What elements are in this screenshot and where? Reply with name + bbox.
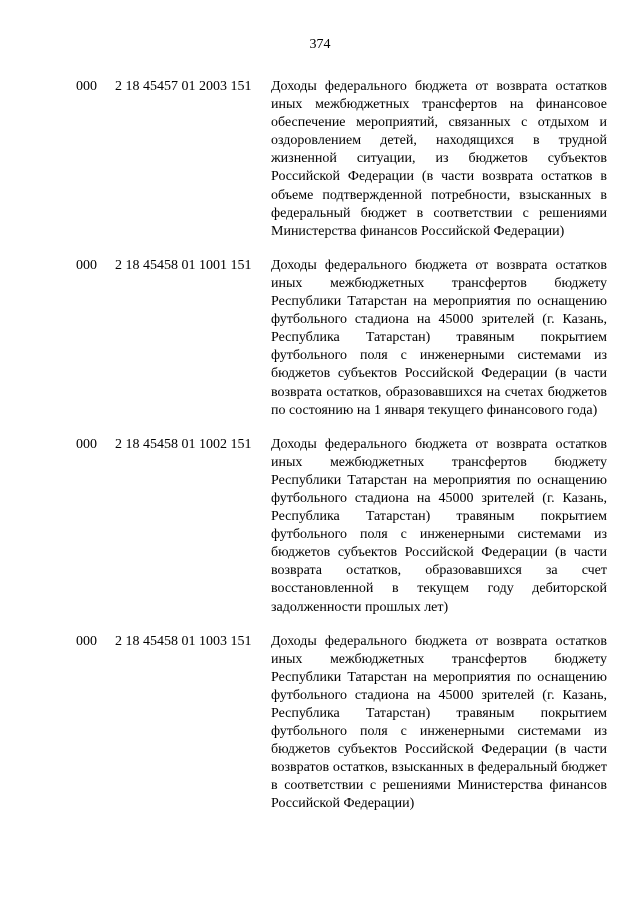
- row-description: Доходы федерального бюджета от возврата остатков иных межбюджетных трансфертов бюджету Республики Татарстан на мероприятия по оснащению футбольного стадиона на 45000 зрителей (г. Казань, Республика Татарстан) травяным покрытием футбольного поля с инженерными системами из бюджетов субъектов Российской Федерации (в части возврата остатков, образовавшихся на счетах бюджетов по состоянию на 1 января текущего финансового года): [271, 257, 607, 418]
- row-description: Доходы федерального бюджета от возврата остатков иных межбюджетных трансфертов бюджету Республики Татарстан на мероприятия по оснащению футбольного стадиона на 45000 зрителей (г. Казань, Республика Татарстан) травяным покрытием футбольного поля с инженерными системами из бюджетов субъектов Российской Федерации (в части возврата остатков, образовавшихся за счет восстановленной в текущем году дебиторской задолженности прошлых лет): [271, 436, 607, 615]
- admin-code: 000: [76, 436, 97, 452]
- row-description: Доходы федерального бюджета от возврата остатков иных межбюджетных трансфертов на финансовое обеспечение мероприятий, связанных с отдыхом и оздоровлением детей, находящихся в трудной жизненной ситуации, из бюджетов субъектов Российской Федерации (в части возврата остатков в объеме подтвержденной потребности, взысканных в федеральный бюджет в соответствии с решениями Министерства финансов Российской Федерации): [271, 79, 607, 239]
- budget-classification-code: 2 18 45458 01 1002 151: [115, 436, 252, 452]
- page-number: 374: [309, 37, 331, 52]
- budget-classification-code: 2 18 45457 01 2003 151: [115, 79, 252, 94]
- admin-code: 000: [76, 633, 97, 649]
- table-row: [0, 633, 640, 814]
- table-row: [0, 78, 640, 241]
- budget-classification-code: 2 18 45458 01 1001 151: [115, 257, 252, 273]
- table-row: [0, 436, 640, 617]
- admin-code: 000: [76, 257, 97, 273]
- table-row: [0, 257, 640, 420]
- admin-code: 000: [76, 79, 97, 94]
- budget-classification-code: 2 18 45458 01 1003 151: [115, 633, 252, 649]
- classification-table: [0, 78, 640, 830]
- row-description: Доходы федерального бюджета от возврата остатков иных межбюджетных трансфертов бюджету Республики Татарстан на мероприятия по оснащению футбольного стадиона на 45000 зрителей (г. Казань, Республика Татарстан) травяным покрытием футбольного поля с инженерными системами из бюджетов субъектов Российской Федерации (в части возвратов остатков, взысканных в федеральный бюджет в соответствии с решениями Министерства финансов Российской Федерации): [271, 633, 607, 812]
